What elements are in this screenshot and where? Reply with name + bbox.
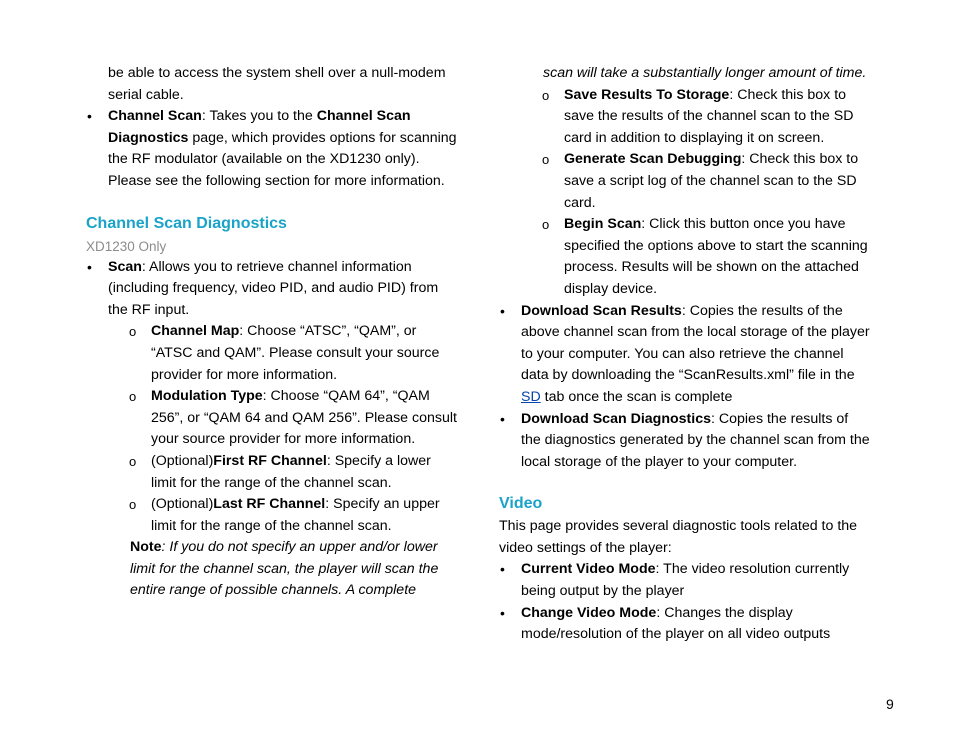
circle-bullet-icon: o <box>542 87 550 103</box>
list-item-current-video-mode <box>499 559 871 602</box>
video-intro: This page provides several diagnostic tools related to the video settings of the player: <box>499 518 858 556</box>
term: Download Scan Results <box>521 302 682 319</box>
video-heading: Video <box>499 495 543 513</box>
term: Begin Scan <box>564 216 642 233</box>
text: tab once the scan is complete <box>540 388 733 405</box>
term: Change Video Mode <box>521 604 657 621</box>
term: First RF Channel <box>213 452 327 469</box>
sub-item-modulation-type <box>86 386 458 451</box>
list-item-download-diagnostics <box>499 409 871 474</box>
list-item-change-video-mode <box>499 603 871 646</box>
term: Download Scan Diagnostics <box>521 410 711 427</box>
term: Save Results To Storage <box>564 86 730 103</box>
page-number: 9 <box>886 696 894 712</box>
text: : Click this button once you have specified the options above to start the scanning process. Results will be shown on the attached display device. <box>564 216 868 297</box>
list-item-scan <box>86 257 458 322</box>
section-subheading: XD1230 Only <box>86 238 167 254</box>
text: : Allows you to retrieve channel information (including frequency, video PID, and audio PID) from the RF input. <box>108 258 439 318</box>
circle-bullet-icon: o <box>542 152 550 168</box>
term: Channel Map <box>151 323 240 340</box>
term: Scan <box>108 258 142 275</box>
sub-item-first-rf-channel <box>86 451 458 494</box>
term: Current Video Mode <box>521 561 656 578</box>
text: : Specify a lower limit for the range of the channel scan. <box>151 452 431 491</box>
text: : Takes you to the <box>201 108 317 125</box>
term: Modulation Type <box>151 388 263 405</box>
text: : Choose “QAM 64”, “QAM 256”, or “QAM 64 and QAM 256”. Please consult your source provider for more information. <box>151 388 457 448</box>
right-column <box>499 63 871 646</box>
text: : Copies the results of the above channel scan from the local storage of the player to your computer. You can also retrieve the channel data by downloading the “ScanResults.xml” file in the <box>521 302 870 384</box>
term: Channel Scan Diagnostics <box>108 108 411 146</box>
text: : Specify an upper limit for the range of the channel scan. <box>151 496 440 534</box>
prefix: (Optional) <box>151 452 214 469</box>
sub-item-begin-scan <box>499 214 871 300</box>
text: : Check this box to save the results of the channel scan to the SD card in addition to displaying it on screen. <box>564 86 854 146</box>
sub-item-last-rf-channel <box>86 494 458 537</box>
text: page, which provides options for scanning the RF modulator (available on the XD1230 only). Please see the following section for more information. <box>108 129 457 189</box>
text: : Choose “ATSC”, “QAM”, or “ATSC and QAM”. Please consult your source provider for more information. <box>151 323 440 383</box>
section-heading: Channel Scan Diagnostics <box>86 214 287 232</box>
note <box>86 537 458 602</box>
note-label: Note <box>130 539 162 556</box>
note-continuation: scan will take a substantially longer amount of time. <box>543 65 867 81</box>
left-column <box>86 63 458 602</box>
circle-bullet-icon: o <box>542 217 550 233</box>
list-item-download-results <box>499 301 871 409</box>
sub-item-save-results <box>499 85 871 150</box>
sub-item-channel-map <box>86 321 458 386</box>
text: : Copies the results of the diagnostics generated by the channel scan from the local storage of the player to your computer. <box>521 410 870 470</box>
circle-bullet-icon: o <box>129 389 137 405</box>
list-item-channel-scan <box>86 106 458 192</box>
term: Last RF Channel <box>213 496 326 513</box>
circle-bullet-icon: o <box>129 324 137 340</box>
sd-tab-link[interactable]: SD <box>521 388 541 405</box>
sub-item-generate-debugging <box>499 149 871 214</box>
prefix: (Optional) <box>151 496 214 513</box>
circle-bullet-icon: o <box>129 453 137 469</box>
text: : The video resolution currently being output by the player <box>521 561 850 600</box>
text: : Check this box to save a script log of the channel scan to the SD card. <box>564 151 859 211</box>
text: : Changes the display mode/resolution of the player on all video outputs <box>521 604 831 643</box>
term: Generate Scan Debugging <box>564 151 742 168</box>
circle-bullet-icon: o <box>129 497 137 513</box>
note-text: : If you do not specify an upper and/or lower limit for the channel scan, the player will scan the entire range of possible channels. A complete <box>130 539 439 599</box>
intro-continuation: be able to access the system shell over a null-modem serial cable. <box>108 65 446 103</box>
term: Channel Scan <box>108 108 202 125</box>
